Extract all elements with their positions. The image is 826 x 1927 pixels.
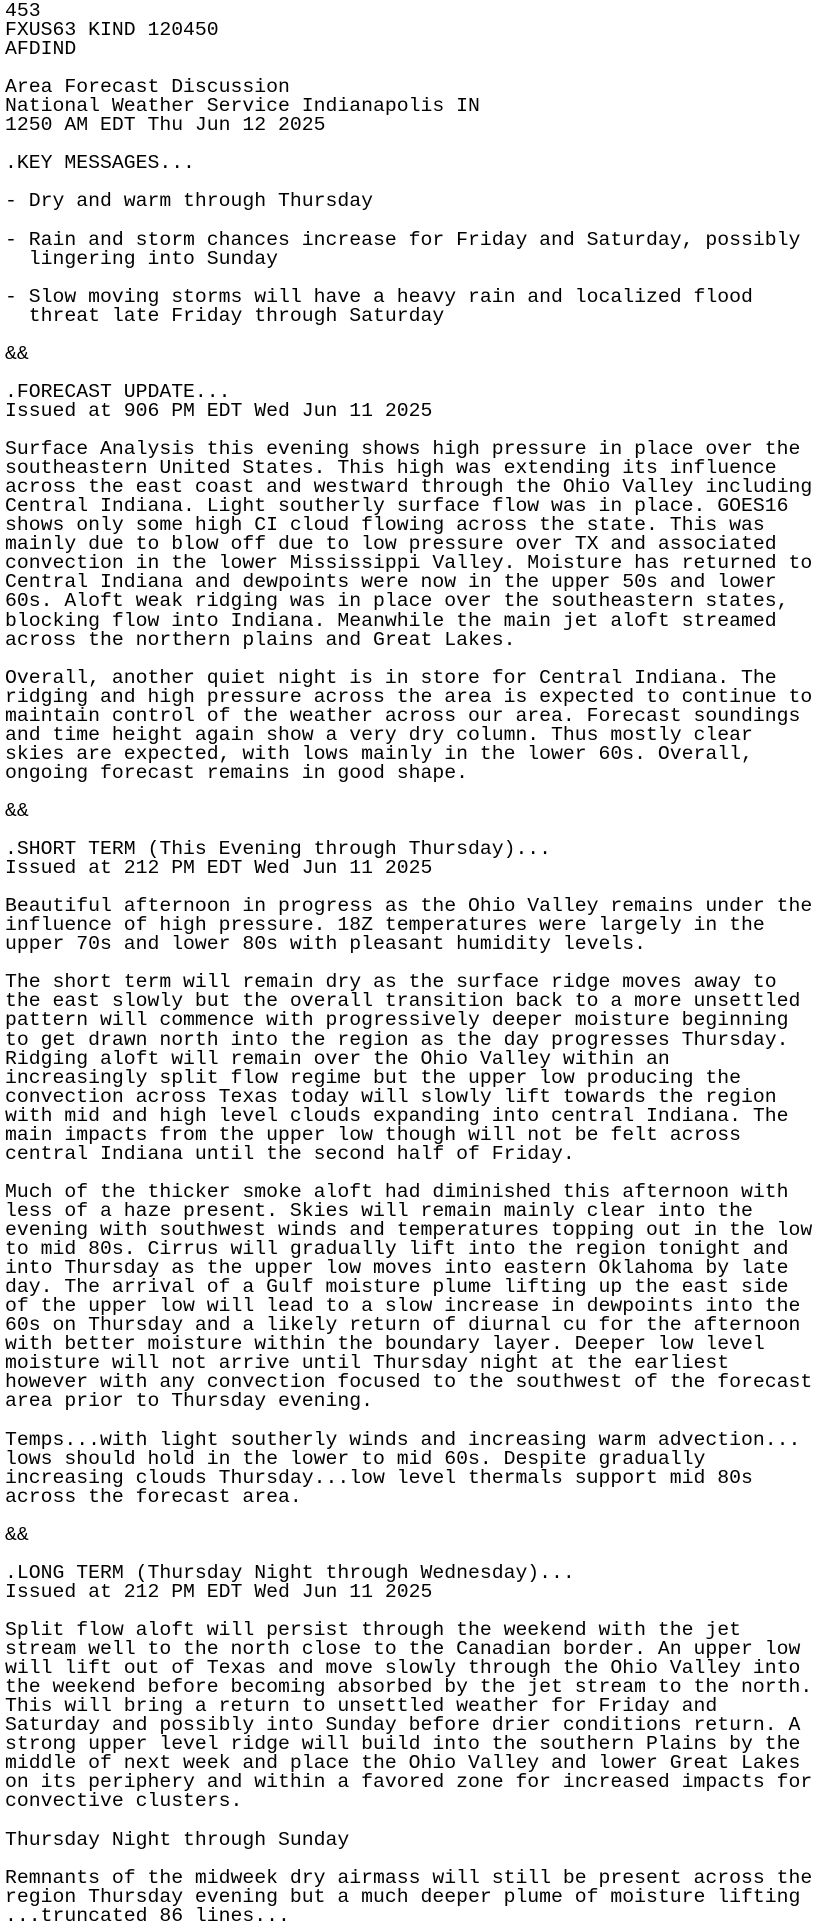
text-line xyxy=(5,1507,812,1526)
text-line: however with any convection focused to the southwest of the forecast xyxy=(5,1371,813,1394)
text-line: evening with southwest winds and temperatures topping out in the low xyxy=(5,1219,813,1241)
text-line: Issued at 906 PM EDT Wed Jun 11 2025 xyxy=(5,399,433,422)
text-line: the east slowly but the overall transition back to a more unsettled xyxy=(5,990,801,1013)
text-line: stream well to the north close to the Canadian border. An upper low xyxy=(5,1638,801,1661)
text-line: lingering into Sunday xyxy=(5,247,279,270)
text-line: Saturday and possibly into Sunday before drier conditions return. A xyxy=(5,1714,801,1737)
text-line: influence of high pressure. 18Z temperatures were largely in the xyxy=(5,914,765,937)
text-line: 60s. Aloft weak ridging was in place over the southeastern states, xyxy=(5,590,789,613)
text-line: central Indiana until the second half of Friday. xyxy=(5,1142,575,1165)
text-line: Central Indiana and dewpoints were now in the upper 50s and lower xyxy=(5,571,777,594)
text-line: Ridging aloft will remain over the Ohio Valley within an xyxy=(5,1047,670,1070)
text-line: 1250 AM EDT Thu Jun 12 2025 xyxy=(5,114,326,137)
text-line: ongoing forecast remains in good shape. xyxy=(5,761,468,784)
text-line: .KEY MESSAGES... xyxy=(5,152,195,175)
text-line: Split flow aloft will persist through the weekend with the jet xyxy=(5,1618,741,1641)
text-line: mainly due to blow off due to low pressure over TX and associated xyxy=(5,533,777,556)
text-line: of the upper low will lead to a slow increase in dewpoints into the xyxy=(5,1295,801,1318)
text-line: 453 xyxy=(5,0,41,22)
text-line xyxy=(5,269,812,288)
text-line: Issued at 212 PM EDT Wed Jun 11 2025 xyxy=(5,857,433,880)
text-line: FXUS63 KIND 120450 xyxy=(5,19,219,42)
text-line: with mid and high level clouds expanding into central Indiana. The xyxy=(5,1104,789,1127)
text-line: blocking flow into Indiana. Meanwhile the main jet aloft streamed xyxy=(5,609,777,632)
text-line: shows only some high CI cloud flowing across the state. This was xyxy=(5,514,765,537)
text-line: ridging and high pressure across the area is expected to continue to xyxy=(5,685,813,708)
text-line: increasing clouds Thursday...low level thermals support mid 80s xyxy=(5,1466,753,1489)
text-line: the weekend before becoming absorbed by the jet stream to the north. xyxy=(5,1676,813,1699)
text-line: area prior to Thursday evening. xyxy=(5,1390,373,1413)
text-line: - Dry and warm through Thursday xyxy=(5,190,373,213)
text-line: 60s on Thursday and a likely return of diurnal cu for the afternoon xyxy=(5,1314,801,1337)
text-line: - Rain and storm chances increase for Friday and Saturday, possibly xyxy=(5,228,801,251)
text-line xyxy=(5,326,812,345)
text-line: on its periphery and within a favored zone for increased impacts for xyxy=(5,1771,813,1794)
forecast-discussion-text xyxy=(5,2,812,1926)
text-line: Beautiful afternoon in progress as the Ohio Valley remains under the xyxy=(5,895,813,918)
text-line: Thursday Night through Sunday xyxy=(5,1828,350,1851)
text-line: convective clusters. xyxy=(5,1790,243,1813)
text-line: middle of next week and place the Ohio Valley and lower Great Lakes xyxy=(5,1752,801,1775)
text-line: with better moisture within the boundary layer. Deeper low level xyxy=(5,1333,765,1356)
text-line xyxy=(5,212,812,231)
text-line: upper 70s and lower 80s with pleasant humidity levels. xyxy=(5,933,647,956)
text-line: Overall, another quiet night is in store for Central Indiana. The xyxy=(5,666,777,689)
text-line: skies are expected, with lows mainly in the lower 60s. Overall, xyxy=(5,742,753,765)
text-line xyxy=(5,1545,812,1564)
text-line: Surface Analysis this evening shows high pressure in place over the xyxy=(5,438,801,461)
text-line xyxy=(5,650,812,669)
text-line: .LONG TERM (Thursday Night through Wednesday)... xyxy=(5,1561,575,1584)
text-line: region Thursday evening but a much deeper plume of moisture lifting xyxy=(5,1885,801,1908)
text-line: convection across Texas today will slowly lift towards the region xyxy=(5,1085,777,1108)
text-line: Remnants of the midweek dry airmass will still be present across the xyxy=(5,1866,813,1889)
text-line xyxy=(5,783,812,802)
text-line: threat late Friday through Saturday xyxy=(5,304,445,327)
text-line: southeastern United States. This high was extending its influence xyxy=(5,457,777,480)
text-line: Issued at 212 PM EDT Wed Jun 11 2025 xyxy=(5,1580,433,1603)
text-line: ...truncated 86 lines... xyxy=(5,1904,290,1927)
text-line: main impacts from the upper low though will not be felt across xyxy=(5,1123,741,1146)
text-line: and time height again show a very dry column. Thus mostly clear xyxy=(5,723,753,746)
text-line: The short term will remain dry as the surface ridge moves away to xyxy=(5,971,777,994)
text-line: pattern will commence with progressively deeper moisture beginning xyxy=(5,1009,789,1032)
text-line: moisture will not arrive until Thursday night at the earliest xyxy=(5,1352,730,1375)
text-line: Much of the thicker smoke aloft had diminished this afternoon with xyxy=(5,1180,789,1203)
text-line: day. The arrival of a Gulf moisture plume lifting up the east side xyxy=(5,1276,789,1299)
text-line: National Weather Service Indianapolis IN xyxy=(5,95,480,118)
text-line: to mid 80s. Cirrus will gradually lift into the region tonight and xyxy=(5,1238,789,1261)
text-line: convection in the lower Mississippi Valley. Moisture has returned to xyxy=(5,552,813,575)
text-line: This will bring a return to unsettled weather for Friday and xyxy=(5,1695,718,1718)
text-line: into Thursday as the upper low moves into eastern Oklahoma by late xyxy=(5,1257,789,1280)
text-line: && xyxy=(5,799,29,822)
text-line: Central Indiana. Light southerly surface flow was in place. GOES16 xyxy=(5,495,789,518)
text-line: && xyxy=(5,342,29,365)
text-line xyxy=(5,1850,812,1869)
text-line: AFDIND xyxy=(5,38,77,61)
text-line: .FORECAST UPDATE... xyxy=(5,380,231,403)
text-line xyxy=(5,1811,812,1830)
text-line: across the forecast area. xyxy=(5,1485,302,1508)
text-line: less of a haze present. Skies will remain mainly clear into the xyxy=(5,1199,753,1222)
text-line: lows should hold in the lower to mid 60s. Despite gradually xyxy=(5,1447,706,1470)
text-line: maintain control of the weather across our area. Forecast soundings xyxy=(5,704,801,727)
text-line: strong upper level ridge will build into the southern Plains by the xyxy=(5,1733,801,1756)
text-line: across the east coast and westward through the Ohio Valley including xyxy=(5,476,813,499)
text-line: Area Forecast Discussion xyxy=(5,76,290,99)
text-line: will lift out of Texas and move slowly through the Ohio Valley into xyxy=(5,1657,801,1680)
text-line: to get drawn north into the region as the day progresses Thursday. xyxy=(5,1028,789,1051)
text-line: && xyxy=(5,1523,29,1546)
text-line: .SHORT TERM (This Evening through Thursday)... xyxy=(5,838,552,861)
text-line: increasingly split flow regime but the upper low producing the xyxy=(5,1066,741,1089)
text-line xyxy=(5,1411,812,1430)
text-line: Temps...with light southerly winds and increasing warm advection... xyxy=(5,1428,801,1451)
text-line: across the northern plains and Great Lakes. xyxy=(5,628,516,651)
text-line: - Slow moving storms will have a heavy rain and localized flood xyxy=(5,285,753,308)
